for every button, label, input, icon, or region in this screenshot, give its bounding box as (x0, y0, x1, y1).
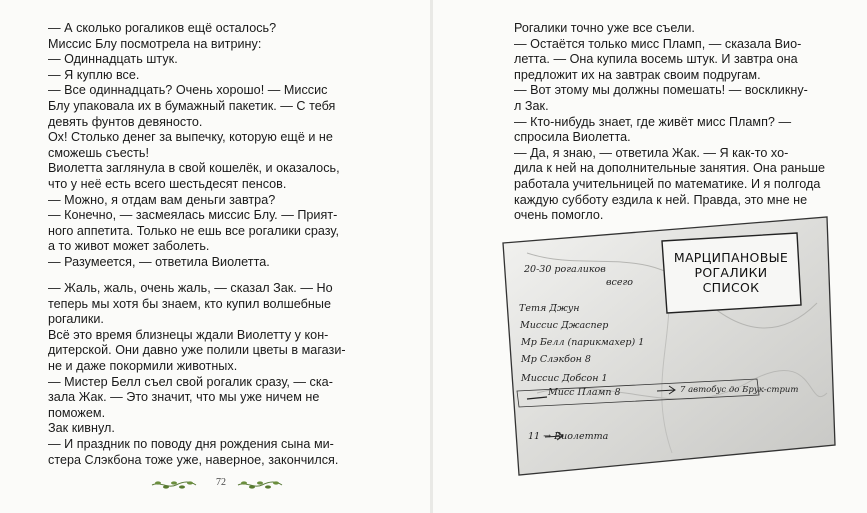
text-line: летта. — Она купила восемь штук. И завтра она (514, 52, 798, 67)
text-line: девять фунтов девяносто. (48, 114, 203, 129)
right-text-block-1 (514, 21, 825, 224)
text-line: — Конечно, — засмеялась миссис Блу. — Прият- (48, 208, 338, 223)
text-line: не и даже покормили животных. (48, 358, 238, 373)
text-line: сможешь съесть! (48, 145, 150, 160)
text-line: предложит их на завтрак своим подругам. (514, 67, 761, 82)
text-line: стера Слэкбона тоже уже, наверное, закончился. (48, 452, 339, 467)
text-line: поможем. (48, 405, 106, 420)
left-text-block-2 (48, 281, 346, 468)
text-line: Ох! Столько денег за выпечку, которую ещё и не (48, 130, 333, 145)
text-line: теперь мы хотя бы знаем, кто купил волшебные (48, 296, 331, 311)
note-title-line: МАРЦИПАНОВЫЕ (673, 250, 789, 265)
text-line: — Кто-нибудь знает, где живёт мисс Пламп? — (514, 114, 792, 129)
note-title (666, 250, 796, 316)
text-line: Виолетта заглянула в свой кошелёк, и оказалось, (48, 161, 340, 176)
note-violetta-line: 11 → Виолетта (528, 431, 609, 442)
text-line: Рогалики точно уже все съели. (514, 21, 695, 35)
text-line: — Я куплю все. (48, 67, 140, 82)
note-arrow-text: 7 автобус до Брук-стрит (680, 385, 799, 395)
vine-ornament-right-icon (236, 479, 284, 491)
text-line: Зак кивнул. (48, 421, 115, 436)
text-line: работала учительницей по математике. И я полгода (514, 176, 821, 191)
text-line: — Разумеется, — ответила Виолетта. (48, 254, 270, 269)
text-line: Блу упаковала их в бумажный пакетик. — С тебя (48, 98, 336, 113)
text-line: дила к ней на дополнительные занятия. Она раньше (514, 161, 826, 176)
left-text-block-1 (48, 21, 340, 271)
text-line: рогалики. (48, 312, 104, 327)
text-line: л Зак. (514, 98, 549, 113)
note-list-item: Мр Слэкбон 8 (521, 354, 591, 365)
note-list-item: Миссис Добсон 1 (521, 373, 608, 384)
note-list-item: Миссис Джаспер (520, 320, 609, 331)
note-list-item: Тетя Джун (519, 303, 580, 314)
text-line: — Остаётся только мисс Пламп, — сказала Вио- (514, 36, 802, 51)
note-list-item: Мисс Пламп 8 (548, 387, 621, 398)
text-line: — Мистер Белл съел свой рогалик сразу, — ска- (48, 374, 333, 389)
text-line: — И праздник по поводу дня рождения сына ми- (48, 436, 334, 451)
text-line: ного аппетита. Только не ешь все рогалики сразу, (48, 223, 339, 238)
note-total-line: 20-30 рогаликов (524, 264, 606, 275)
text-line: — Вот этому мы должны помешать! — воскликну- (514, 83, 808, 98)
text-line: Миссис Блу посмотрела на витрину: (48, 36, 262, 51)
text-line: очень помогло. (514, 208, 604, 223)
text-line: спросила Виолетта. (514, 130, 631, 145)
text-line: — Все одиннадцать? Очень хорошо! — Миссис (48, 83, 328, 98)
text-line: а то живот может заболеть. (48, 239, 210, 254)
note-title-line: РОГАЛИКИ (694, 265, 768, 280)
text-line: что у неё есть всего шестьдесят пенсов. (48, 176, 287, 191)
text-line: каждую субботу ездила к ней. Правда, это мне не (514, 192, 808, 207)
note-total-line: всего (606, 277, 633, 288)
text-line: зала Жак. — Это значит, что мы уже ничем не (48, 390, 320, 405)
text-line: — Можно, я отдам вам деньги завтра? (48, 192, 276, 207)
vine-ornament-left-icon (150, 479, 198, 491)
text-line: — Одиннадцать штук. (48, 52, 178, 67)
page-number: 72 (216, 477, 226, 488)
text-line: Всё это время близнецы ждали Виолетту у кон- (48, 327, 329, 342)
page-footer (150, 475, 290, 495)
note-list-item: Мр Белл (парикмахер) 1 (521, 337, 645, 348)
text-line: — А сколько рогаликов ещё осталось? (48, 21, 277, 35)
text-line: дитерской. Они давно уже полили цветы в магази- (48, 343, 346, 358)
note-title-line: СПИСОК (702, 280, 760, 295)
text-line: — Да, я знаю, — ответила Жак. — Я как-то хо- (514, 145, 789, 160)
text-line: — Жаль, жаль, очень жаль, — сказал Зак. — Но (48, 281, 333, 295)
